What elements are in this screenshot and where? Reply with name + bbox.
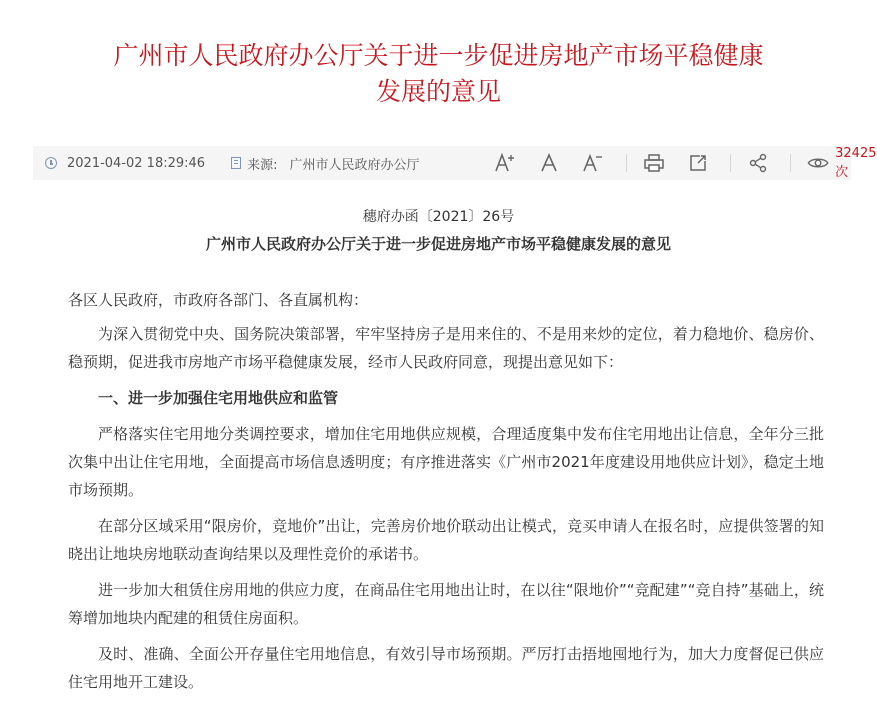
paragraph: 严格落实住宅用地分类调控要求，增加住宅用地供应规模，合理适度集中发布住宅用地出让信息，全年分三批次集中出让住宅用地，全面提高市场信息透明度；有序推进落实《广州市2021年度建设用地供应计划》，稳定土地市场预期。 (68, 425, 824, 499)
meta-info (45, 154, 419, 173)
article-title (60, 38, 817, 110)
font-default-icon (539, 152, 559, 174)
print-button[interactable] (643, 151, 665, 175)
salutation: 各区人民政府，市政府各部门、各直属机构： (68, 291, 369, 309)
source-value: 广州市人民政府办公厅 (289, 157, 420, 173)
source-label: 来源: (247, 157, 278, 173)
article-title-line-1: 广州市人民政府办公厅关于进一步促进房地产市场平稳健康 (113, 41, 764, 70)
font-larger-icon (493, 152, 517, 174)
view-count-value: 32425次 (835, 146, 877, 180)
article-title-line-2: 发展的意见 (375, 77, 501, 106)
paragraph: 为深入贯彻党中央、国务院决策部署，牢牢坚持房子是用来住的、不是用来炒的定位，着力稳地价、稳房价、稳预期，促进我市房地产市场平稳健康发展，经市人民政府同意，现提出意见如下： (68, 325, 824, 371)
paragraph: 在部分区域采用“限房价，竞地价”出让，完善房价地价联动出让模式，竞买申请人在报名时，应提供签署的知晓出让地块房地联动查询结果以及理性竞价的承诺书。 (68, 517, 824, 563)
paragraph: 及时、准确、全面公开存量住宅用地信息，有效引导市场预期。严厉打击捂地囤地行为，加大力度督促已供应住宅用地开工建设。 (68, 645, 824, 691)
open-icon (688, 153, 708, 173)
tools-divider (626, 154, 627, 172)
font-smaller-button[interactable] (581, 151, 605, 175)
section-heading: 一、进一步加强住宅用地供应和监管 (98, 389, 339, 407)
article-meta-bar (33, 146, 877, 180)
paragraph: 进一步加大租赁住房用地的供应力度，在商品住宅用地出让时，在以往“限地价”“竞配建”“竞自持”基础上，统筹增加地块内配建的租赁住房面积。 (68, 581, 824, 627)
article-tools (493, 146, 877, 180)
print-icon (643, 153, 665, 173)
font-default-button[interactable] (538, 151, 560, 175)
tools-divider (730, 154, 731, 172)
document-icon (231, 157, 241, 169)
eye-icon (807, 155, 829, 171)
font-smaller-icon (581, 152, 605, 174)
document-body (68, 286, 824, 704)
share-button[interactable] (747, 151, 769, 175)
clock-icon (45, 157, 57, 169)
document-heading: 广州市人民政府办公厅关于进一步促进房地产市场平稳健康发展的意见 (205, 235, 671, 253)
publish-date: 2021-04-02 18:29:46 (67, 155, 206, 171)
open-new-window-button[interactable] (687, 151, 709, 175)
font-larger-button[interactable] (493, 151, 517, 175)
tools-divider (790, 154, 791, 172)
share-icon (748, 153, 768, 173)
document-number: 穗府办函〔2021〕26号 (362, 209, 515, 225)
view-count (807, 146, 877, 180)
